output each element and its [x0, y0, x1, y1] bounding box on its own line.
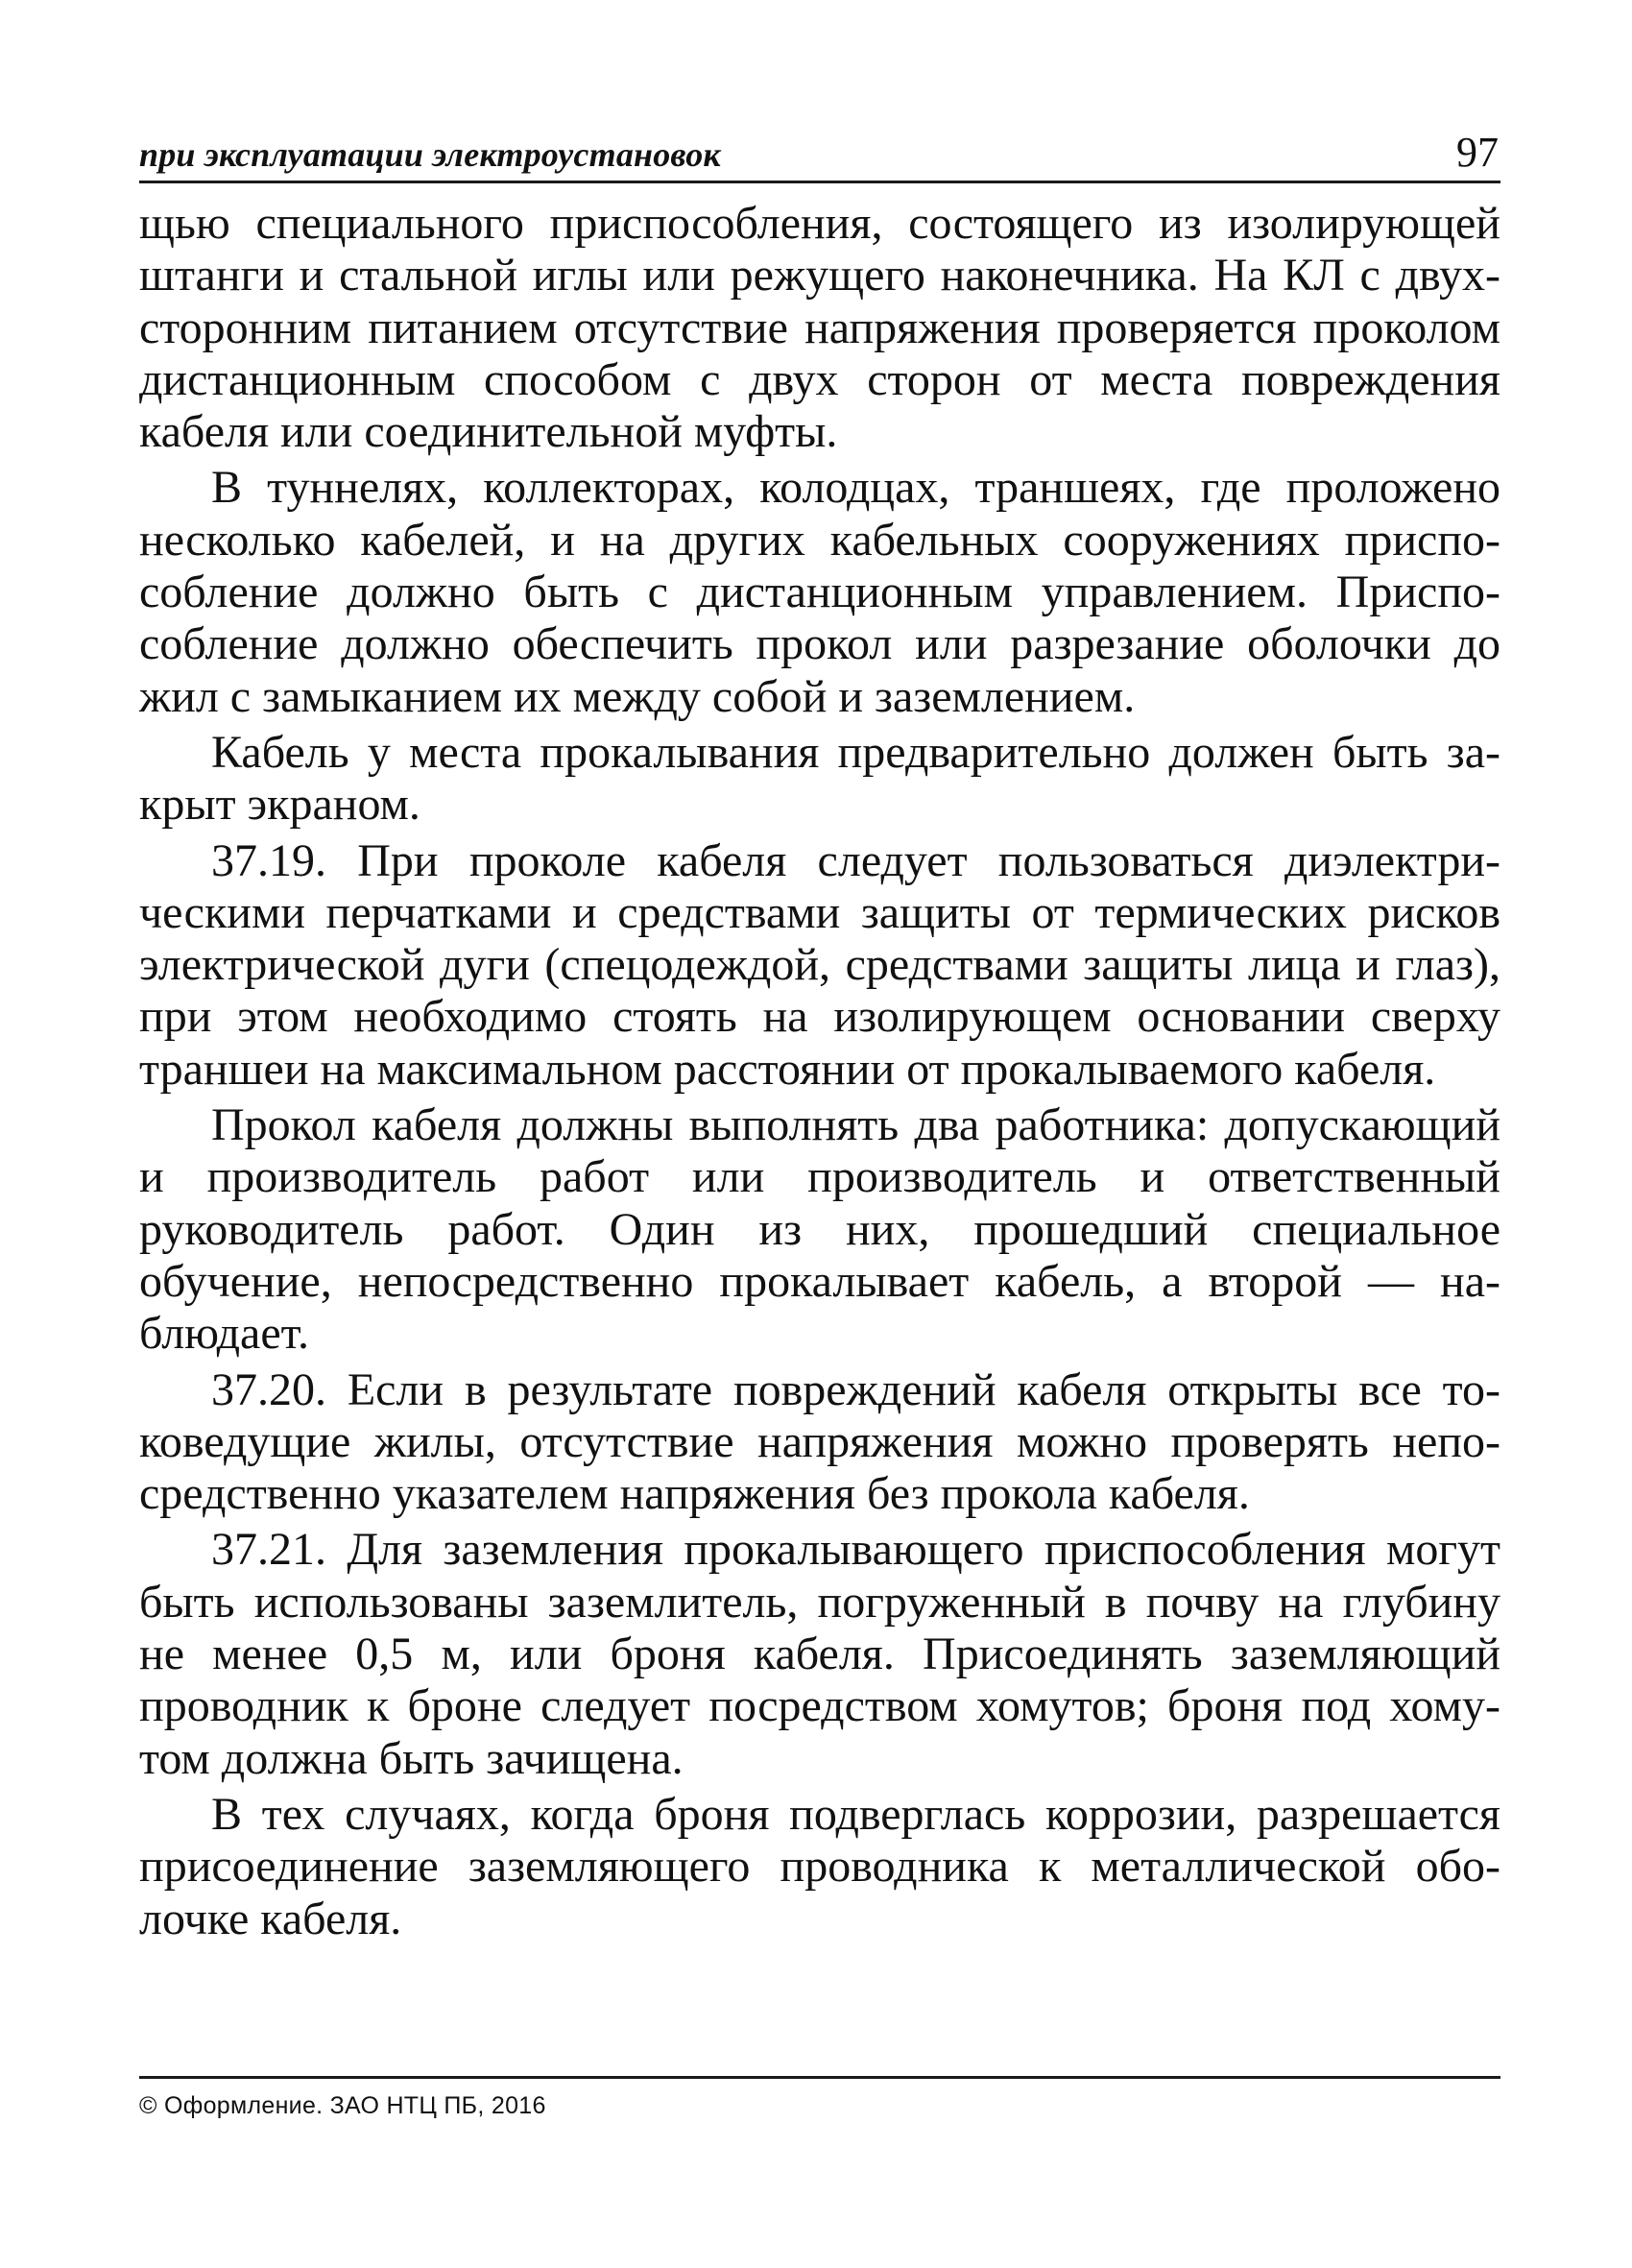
copyright-notice: © Оформление. ЗАО НТЦ ПБ, 2016: [139, 2092, 546, 2119]
paragraph-37-19: 37.19. При проколе кабеля следует пользоваться диэлектрическими перчатками и средствами защиты от термических рисков электрической дуги (спецодеждой, средствами защиты лица и глаз), при этом необходимо стоять на изолирующем основании сверху траншеи на максимальном расстоянии от прокалываемого кабеля.: [139, 834, 1500, 1095]
paragraph-continuation: щью специального приспособления, состоящего из изолирующей штанги и стальной иглы или режущего наконечника. На КЛ с двухсторонним питанием отсутствие напряжения проверяется проколом дистанционным способом с двух сторон от места повреждения кабеля или соединительной муфты.: [139, 198, 1500, 458]
paragraph-screen: Кабель у места прокалывания предварительно должен быть закрыт экраном.: [139, 726, 1500, 831]
paragraph-37-20: 37.20. Если в результате повреждений кабеля открыты все токоведущие жилы, отсутствие напряжения можно проверять непосредственно указателем напряжения без прокола кабеля.: [139, 1363, 1500, 1520]
paragraph-two-workers: Прокол кабеля должны выполнять два работника: допускающий и производитель работ или производитель и ответственный руководитель работ. Один из них, прошедший специальное обучение, непосредственно прокалывает кабель, а второй — наблюдает.: [139, 1099, 1500, 1360]
paragraph-tunnels: В туннелях, коллекторах, колодцах, траншеях, где проложено несколько кабелей, и на других кабельных сооружениях приспособление должно быть с дистанционным управлением. Приспособление должно обеспечить прокол или разрезание оболочки до жил с замыканием их между собой и заземлением.: [139, 462, 1500, 722]
running-title: при эксплуатации электроустановок: [139, 135, 721, 174]
running-header: [139, 123, 1500, 183]
page-number: 97: [1456, 129, 1499, 176]
page-footer: [139, 2076, 1500, 2120]
body-text: [139, 198, 1500, 1949]
paragraph-37-21: 37.21. Для заземления прокалывающего приспособления могут быть использованы заземлитель, погруженный в почву на глубину не менее 0,5 м, или броня кабеля. Присоединять заземляющий проводник к броне следует посредством хомутов; броня под хомутом должна быть зачищена.: [139, 1524, 1500, 1784]
paragraph-corrosion: В тех случаях, когда броня подверглась коррозии, разрешается присоединение заземляющего проводника к металлической оболочке кабеля.: [139, 1788, 1500, 1944]
